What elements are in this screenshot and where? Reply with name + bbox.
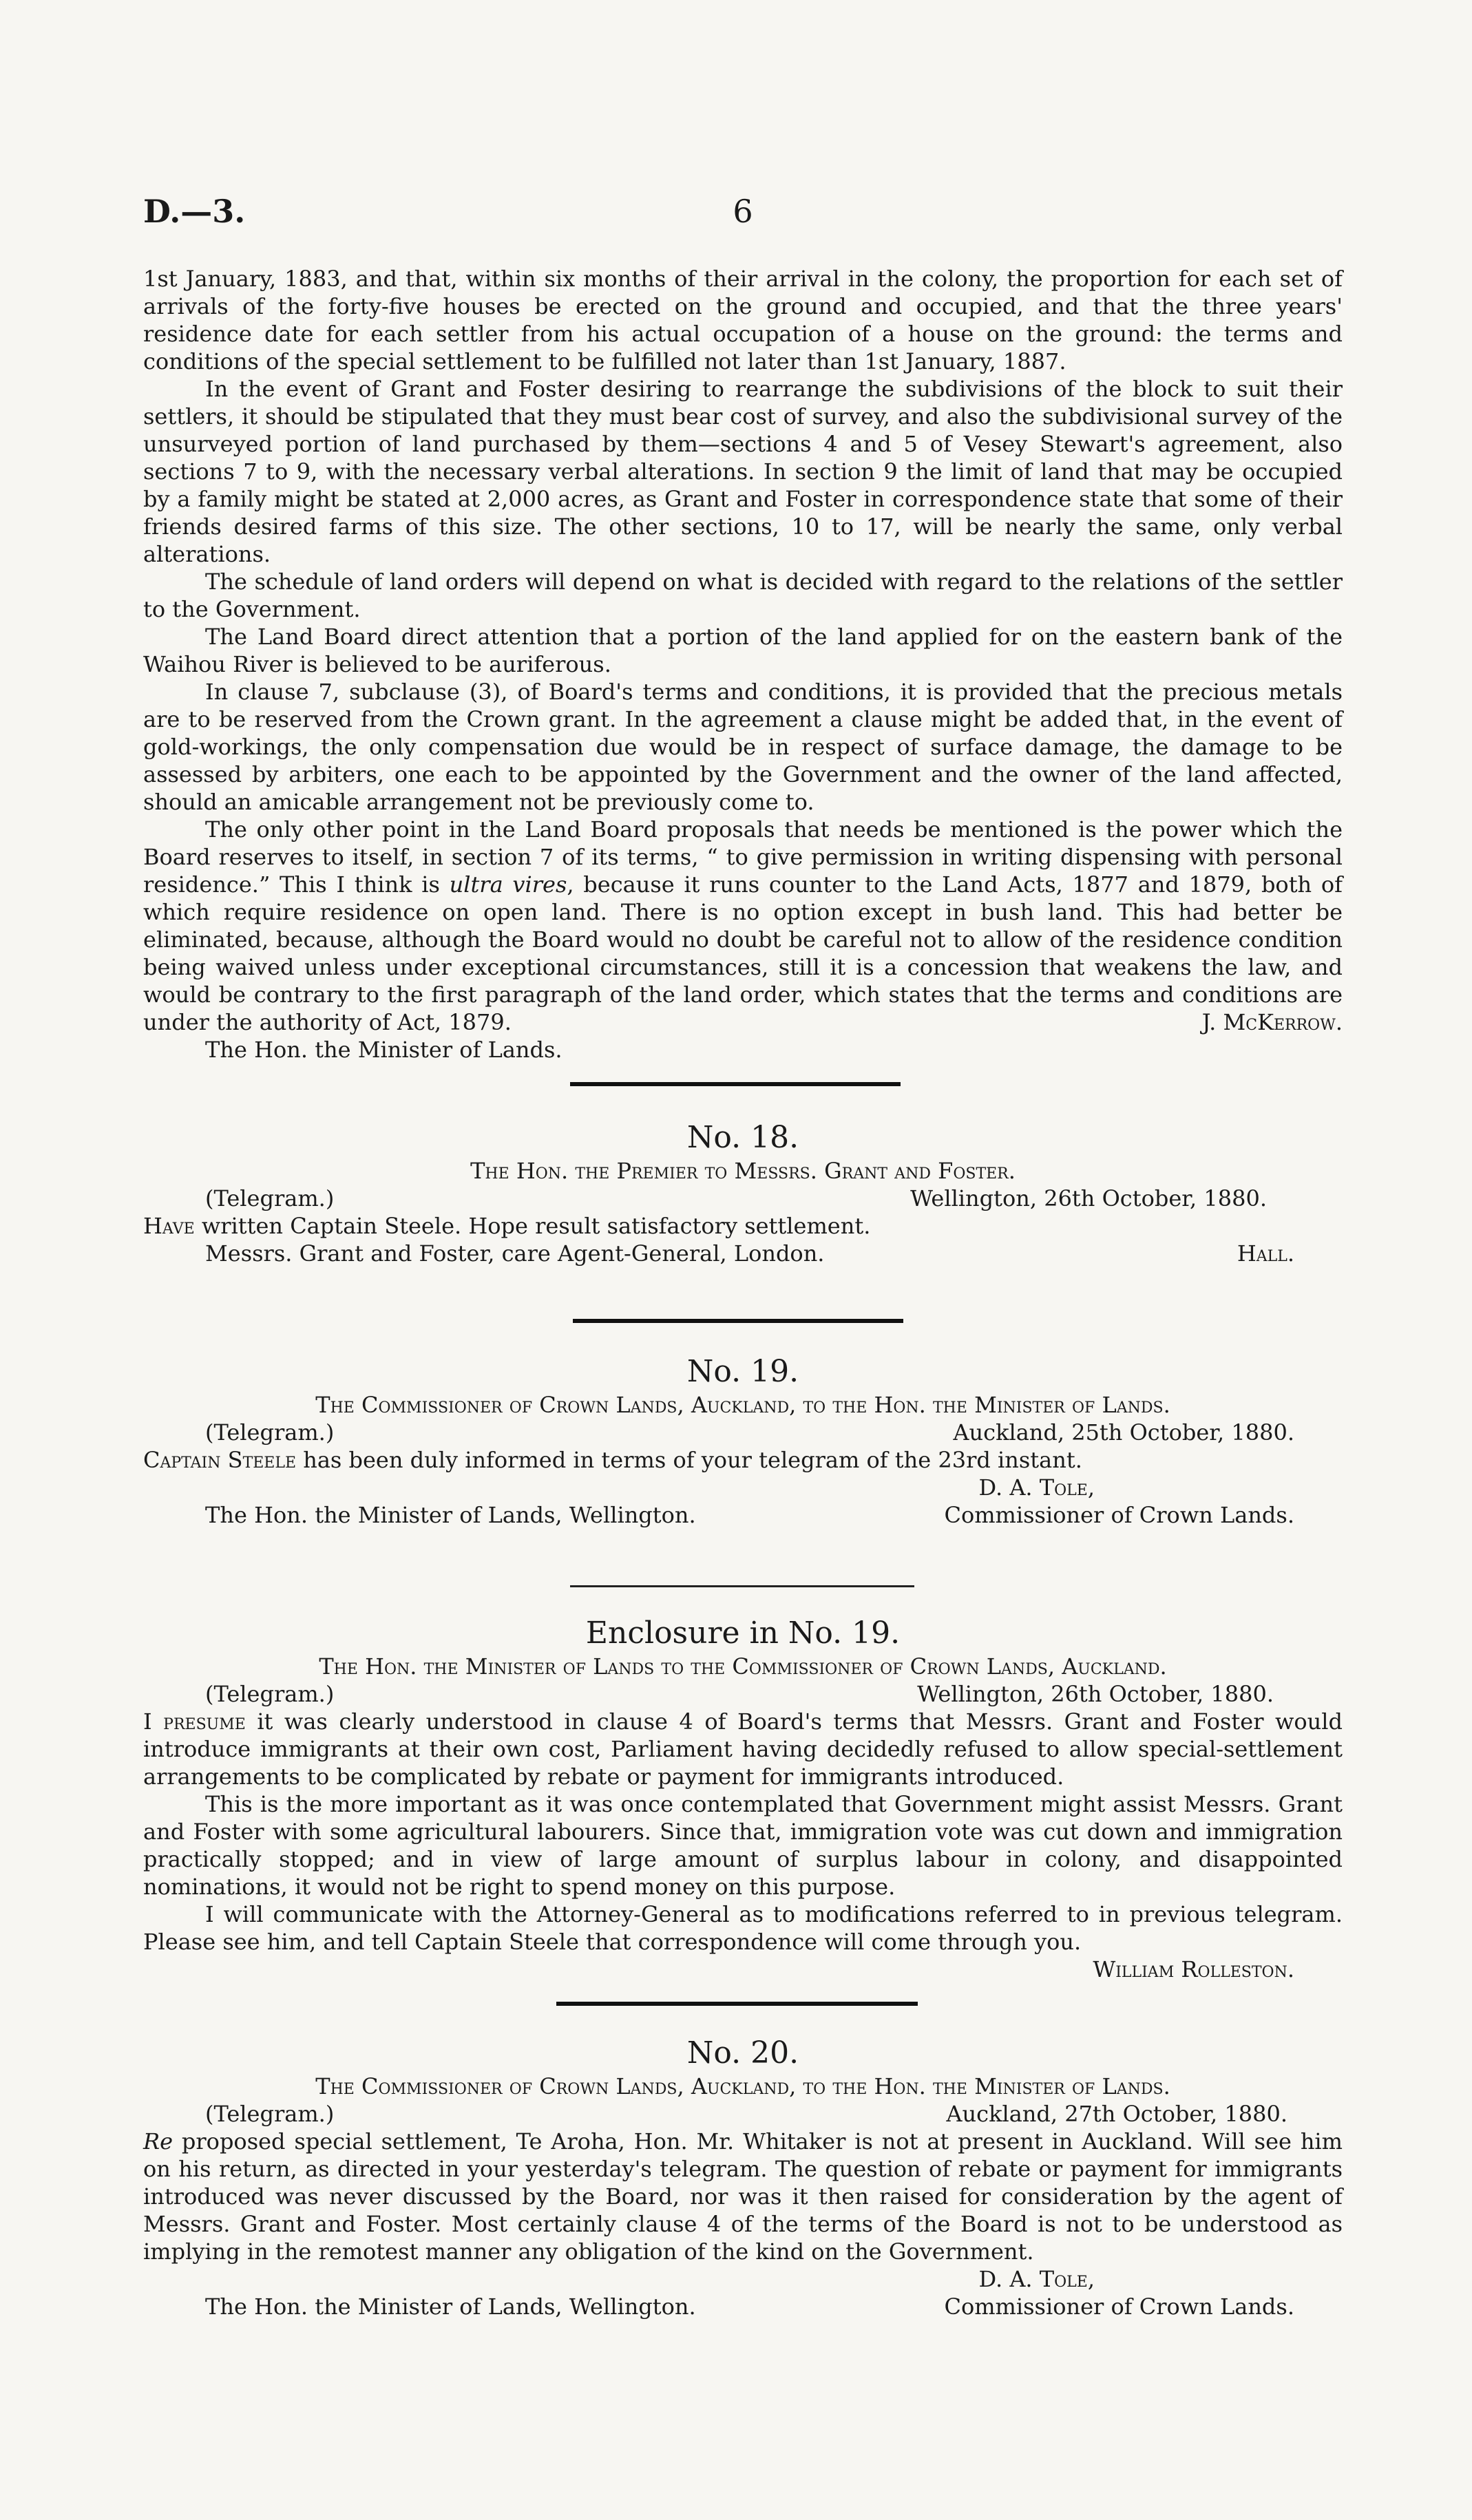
telegram-body: Have written Captain Steele. Hope result satisfactory settlement.: [143, 1213, 871, 1239]
addressee: The Hon. the Minister of Lands.: [205, 1037, 562, 1063]
section-enclosure-19: [143, 1614, 1343, 1983]
telegram-body: This is the more important as it was once contemplated that Government might assist Messrs. Grant and Foster with some agricultural labourers. Since that, immigration vote was cut down and immigration practically stopped; and in view of large amount of surplus labour in colony, and disappointed nominations, it would not be right to spend money on this purpose.: [143, 1791, 1343, 1900]
intro-paragraph: 1st January, 1883, and that, within six months of their arrival in the colony, the proportion for each set of arrivals of the forty-five houses be erected on the ground and occupied, and that the three years' residence date for each settler from his actual occupation of a house on the ground: the terms and conditions of the special settlement to be fulfilled not later than 1st January, 1887.: [143, 266, 1343, 374]
section-no-20: [143, 2034, 1343, 2320]
intro-paragraph: The schedule of land orders will depend on what is decided with regard to the relations of the settler to the Government.: [143, 569, 1343, 622]
telegram-line: (Telegram.) Wellington, 26th October, 1880.: [205, 1185, 1267, 1211]
intro-paragraph: The Land Board direct attention that a portion of the land applied for on the eastern bank of the Waihou River is believed to be auriferous.: [143, 624, 1343, 677]
signature: D. A. Tole,: [978, 1474, 1095, 1501]
section-subhead: The Hon. the Minister of Lands to the Commissioner of Crown Lands, Auckland.: [319, 1653, 1167, 1680]
telegram-body: Captain Steele has been duly informed in terms of your telegram of the 23rd instant.: [143, 1447, 1082, 1473]
section-heading: No. 20.: [686, 2035, 799, 2071]
section-divider: [556, 2002, 918, 2006]
signature: Hall.: [1237, 1240, 1294, 1267]
intro-paragraph: The only other point in the Land Board proposals that needs be mentioned is the power which the Board reserves to itself, in section 7 of its terms, “ to give permission in writing dispensing with personal residence.” This I think is ultra vires, because it runs counter to the Land Acts, 1877 and 1879, both of which require residence on open land. There is no option except in bush land. This had better be eliminated, because, although the Board would no doubt be careful not to allow of the residence condition being waived unless under exceptional circumstances, still it is a concession that weakens the law, and would be contrary to the first paragraph of the land order, which states that the terms and conditions are under the authority of Act, 1879. J. McKerrow.: [143, 816, 1343, 1035]
section-divider: [573, 1319, 903, 1323]
page-header: [143, 193, 1343, 234]
telegram-body: Re proposed special settlement, Te Aroha, Hon. Mr. Whitaker is not at present in Auckland. Will see him on his return, as directed in your yesterday's telegram. The question of rebate or payment for immigrants introduced was never discussed by the Board, nor was it then raised for consideration by the agent of Messrs. Grant and Foster. Most certainly clause 4 of the terms of the Board is not to be understood as implying in the remotest manner any obligation of the kind on the Government.: [143, 2128, 1343, 2265]
section-subhead: The Commissioner of Crown Lands, Auckland, to the Hon. the Minister of Lands.: [315, 2073, 1170, 2099]
section-subhead: The Hon. the Premier to Messrs. Grant and Foster.: [470, 1158, 1016, 1184]
signature: J. McKerrow.: [1201, 1009, 1343, 1035]
page-number: 6: [733, 193, 753, 230]
telegram-body: I presume it was clearly understood in clause 4 of Board's terms that Messrs. Grant and Foster would introduce immigrants at their own cost, Parliament having decidedly refused to allow special-settlement arrangements to be complicated by rebate or payment for immigrants introduced.: [143, 1708, 1343, 1790]
section-divider: [570, 1585, 914, 1587]
telegram-body: I will communicate with the Attorney-General as to modifications referred to in previous telegram. Please see him, and tell Captain Steele that correspondence will come through you.: [143, 1901, 1343, 1955]
section-heading: No. 18.: [686, 1120, 799, 1155]
signature: D. A. Tole,: [978, 2266, 1095, 2292]
document-reference: D.—3.: [143, 193, 246, 230]
signature: William Rolleston.: [1093, 1956, 1294, 1982]
intro-section: [143, 265, 1343, 1063]
addressee-line: The Hon. the Minister of Lands, Wellington. Commissioner of Crown Lands.: [205, 2294, 1294, 2320]
section-divider: [570, 1082, 901, 1086]
section-heading: Enclosure in No. 19.: [585, 1616, 901, 1651]
section-no-18: [143, 1119, 1343, 1267]
intro-paragraph: In the event of Grant and Foster desiring to rearrange the subdivisions of the block to suit their settlers, it should be stipulated that they must bear cost of survey, and also the subdivisional survey of the unsurveyed portion of land purchased by them—sections 4 and 5 of Vesey Stewart's agreement, also sections 7 to 9, with the necessary verbal alterations. In section 9 the limit of land that may be occupied by a family might be stated at 2,000 acres, as Grant and Foster in correspondence state that some of their friends desired farms of this size. The other sections, 10 to 17, will be nearly the same, only verbal alterations.: [143, 376, 1343, 567]
addressee-line: The Hon. the Minister of Lands, Wellington. Commissioner of Crown Lands.: [205, 1502, 1294, 1528]
section-subhead: The Commissioner of Crown Lands, Auckland, to the Hon. the Minister of Lands.: [315, 1392, 1170, 1418]
telegram-line: (Telegram.) Auckland, 25th October, 1880.: [205, 1419, 1294, 1446]
addressee-line: Messrs. Grant and Foster, care Agent-General, London. Hall.: [143, 1240, 1343, 1267]
intro-paragraph: In clause 7, subclause (3), of Board's terms and conditions, it is provided that the precious metals are to be reserved from the Crown grant. In the agreement a clause might be added that, in the event of gold-workings, the only compensation due would be in respect of surface damage, the damage to be assessed by arbiters, one each to be appointed by the Government and the owner of the land affected, should an amicable arrangement not be previously come to.: [143, 679, 1343, 815]
section-no-19: [143, 1353, 1343, 1529]
telegram-line: (Telegram.) Wellington, 26th October, 1880.: [205, 1681, 1274, 1707]
section-heading: No. 19.: [686, 1354, 799, 1389]
telegram-line: (Telegram.) Auckland, 27th October, 1880.: [205, 2101, 1287, 2127]
